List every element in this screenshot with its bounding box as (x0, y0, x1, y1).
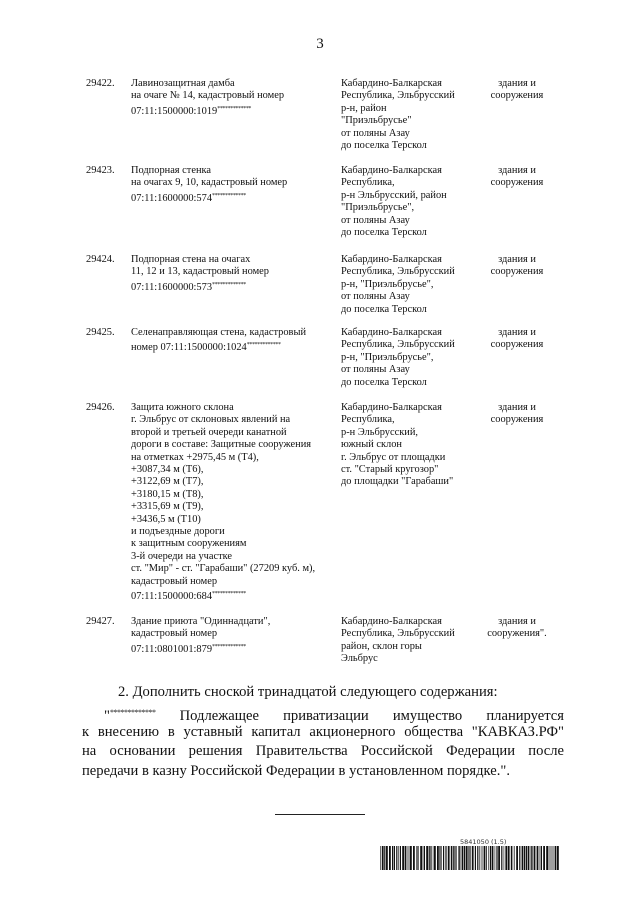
location-line: Республика, Эльбрусский (341, 90, 455, 102)
location-line: до поселка Терскол (341, 227, 427, 239)
object-type (487, 165, 567, 190)
location-line: р-н, район (341, 102, 387, 114)
object-name-line: на очаге № 14, кадастровый номер (131, 90, 285, 102)
location-line: район, склон горы (341, 640, 422, 652)
cadastral-number: 07:11:1600000:573************* (131, 281, 246, 293)
object-type (487, 254, 567, 279)
location-line: р-н, "Приэльбрусье", (341, 278, 434, 290)
footnote-marker: ************* (212, 192, 246, 199)
object-name-line: кадастровый номер (131, 575, 218, 587)
object-name (131, 402, 331, 604)
object-name (131, 327, 331, 355)
object-name-line: дороги в составе: Защитные сооружения (131, 439, 312, 451)
object-type-line: здания и (498, 254, 536, 265)
location-line: Кабардино-Балкарская (341, 165, 442, 176)
object-name (131, 616, 331, 656)
location-line: до поселка Терскол (341, 303, 427, 315)
location-line: Республика, (341, 414, 395, 426)
cadastral-number: номер 07:11:1500000:1024************* (131, 342, 281, 354)
location-line: р-н, "Приэльбрусье", (341, 351, 434, 363)
location-line: Кабардино-Балкарская (341, 616, 442, 627)
location-line: до площадки "Гарабаши" (341, 476, 454, 488)
object-name-line: +3436,5 м (Т10) (131, 513, 201, 525)
location (341, 78, 476, 152)
cadastral-number: 07:11:0801001:879************* (131, 643, 246, 655)
cadastral-number: 07:11:1600000:574************* (131, 192, 246, 204)
object-name-line: Селенаправляющая стена, кадастровый (131, 327, 307, 338)
location-line: Кабардино-Балкарская (341, 78, 442, 89)
object-name-line: Подпорная стена на очагах (131, 254, 251, 265)
cadastral-number: 07:11:1500000:1019************* (131, 105, 252, 117)
location-line: от поляны Азау (341, 127, 410, 139)
location-line: ст. "Старый кругозор" (341, 464, 439, 476)
footnote-marker: ************* (212, 643, 246, 650)
footnote-marker: ************* (212, 281, 246, 288)
object-name-line: ст. "Мир" - ст. "Гарабаши" (27209 куб. м), (131, 563, 316, 575)
row-number: 29427. (86, 616, 115, 627)
separator-line (275, 814, 365, 815)
footnote-line: к внесению в уставный капитал акционерного общества "КАВКАЗ.РФ" (82, 723, 564, 740)
object-name-line: Подпорная стенка (131, 165, 212, 176)
object-name-line: 11, 12 и 13, кадастровый номер (131, 266, 269, 278)
object-type (487, 402, 567, 427)
object-name (131, 165, 331, 205)
object-type (487, 327, 567, 352)
footnote-marker: ************* (212, 591, 246, 598)
location-line: от поляны Азау (341, 364, 410, 376)
footnote-marker: ************* (246, 342, 281, 349)
object-name (131, 254, 331, 294)
row-number: 29424. (86, 254, 115, 265)
object-type-line: здания и (498, 402, 536, 413)
location (341, 254, 476, 316)
location-line: Кабардино-Балкарская (341, 402, 442, 413)
object-type-line: здания и (498, 165, 536, 176)
location-line: южный склон (341, 439, 402, 451)
location-line: Кабардино-Балкарская (341, 327, 442, 338)
object-name (131, 78, 331, 118)
location (341, 165, 476, 239)
location-line: Республика, Эльбрусский (341, 628, 455, 640)
row-number: 29422. (86, 78, 115, 89)
location-line: Республика, Эльбрусский (341, 339, 455, 351)
footnote-intro: 2. Дополнить сноской тринадцатой следующего содержания: (118, 684, 498, 700)
object-name-line: Защита южного склона (131, 402, 234, 413)
location-line: Республика, (341, 177, 395, 189)
location-line: от поляны Азау (341, 214, 410, 226)
row-number: 29426. (86, 402, 115, 413)
location-line: Кабардино-Балкарская (341, 254, 442, 265)
footnote-line: "************* Подлежащее приватизации имущество планируется (104, 708, 564, 724)
object-type-line: здания и (498, 327, 536, 338)
footnote-line: на основании решения Правительства Российской Федерации после (82, 743, 564, 759)
barcode (380, 846, 562, 870)
object-name-line: Лавинозащитная дамба (131, 78, 235, 89)
footnote-text (82, 703, 564, 781)
object-name-line: на отметках +2975,45 м (Т4), (131, 451, 259, 463)
object-name-line: +3122,69 м (Т7), (131, 476, 204, 488)
object-name-line: второй и третьей очереди канатной (131, 426, 287, 438)
object-name-line: кадастровый номер (131, 628, 218, 640)
object-type-line: сооружения (490, 266, 544, 278)
object-name-line: +3087,34 м (Т6), (131, 464, 204, 476)
cadastral-number: 07:11:1500000:684************* (131, 591, 246, 603)
object-name-line: Здание приюта "Одиннадцати", (131, 616, 271, 627)
object-type-line: сооружения (490, 339, 544, 351)
footnote-line: передачи в казну Российской Федерации в установленном порядке.". (82, 762, 510, 779)
object-type-line: здания и (498, 78, 536, 89)
object-type-line: сооружения (490, 177, 544, 189)
location (341, 402, 476, 489)
object-name-line: г. Эльбрус от склоновых явлений на (131, 414, 291, 426)
location-line: р-н Эльбрусский, район (341, 189, 447, 201)
object-name-line: 3-й очереди на участке (131, 550, 233, 562)
footnote-marker: ************* (217, 105, 252, 112)
location-line: "Приэльбрусье" (341, 115, 412, 127)
location-line: до поселка Терскол (341, 376, 427, 388)
location (341, 616, 476, 666)
location-line: г. Эльбрус от площадки (341, 451, 446, 463)
location-line: от поляны Азау (341, 291, 410, 303)
barcode-caption: 5841050 (1.5) (460, 838, 507, 846)
page-number: 3 (316, 36, 324, 52)
location-line: Республика, Эльбрусский (341, 266, 455, 278)
object-name-line: и подъездные дороги (131, 526, 225, 538)
object-name-line: к защитным сооружениям (131, 538, 247, 550)
object-name-line: +3315,69 м (Т9), (131, 501, 204, 513)
row-number: 29423. (86, 165, 115, 176)
object-name-line: на очагах 9, 10, кадастровый номер (131, 177, 288, 189)
object-type (487, 616, 567, 641)
object-type-line: сооружения (490, 90, 544, 102)
location-line: "Приэльбрусье", (341, 202, 415, 214)
location-line: Эльбрус (341, 653, 378, 665)
object-name-line: +3180,15 м (Т8), (131, 488, 204, 500)
object-type-line: сооружения (490, 414, 544, 426)
location (341, 327, 476, 389)
object-type-line: сооружения". (487, 628, 547, 640)
object-type (487, 78, 567, 103)
location-line: до поселка Терскол (341, 140, 427, 152)
location-line: р-н Эльбрусский, (341, 426, 418, 438)
row-number: 29425. (86, 327, 115, 338)
object-type-line: здания и (498, 616, 536, 627)
footnote-marker: ************* (109, 708, 156, 717)
